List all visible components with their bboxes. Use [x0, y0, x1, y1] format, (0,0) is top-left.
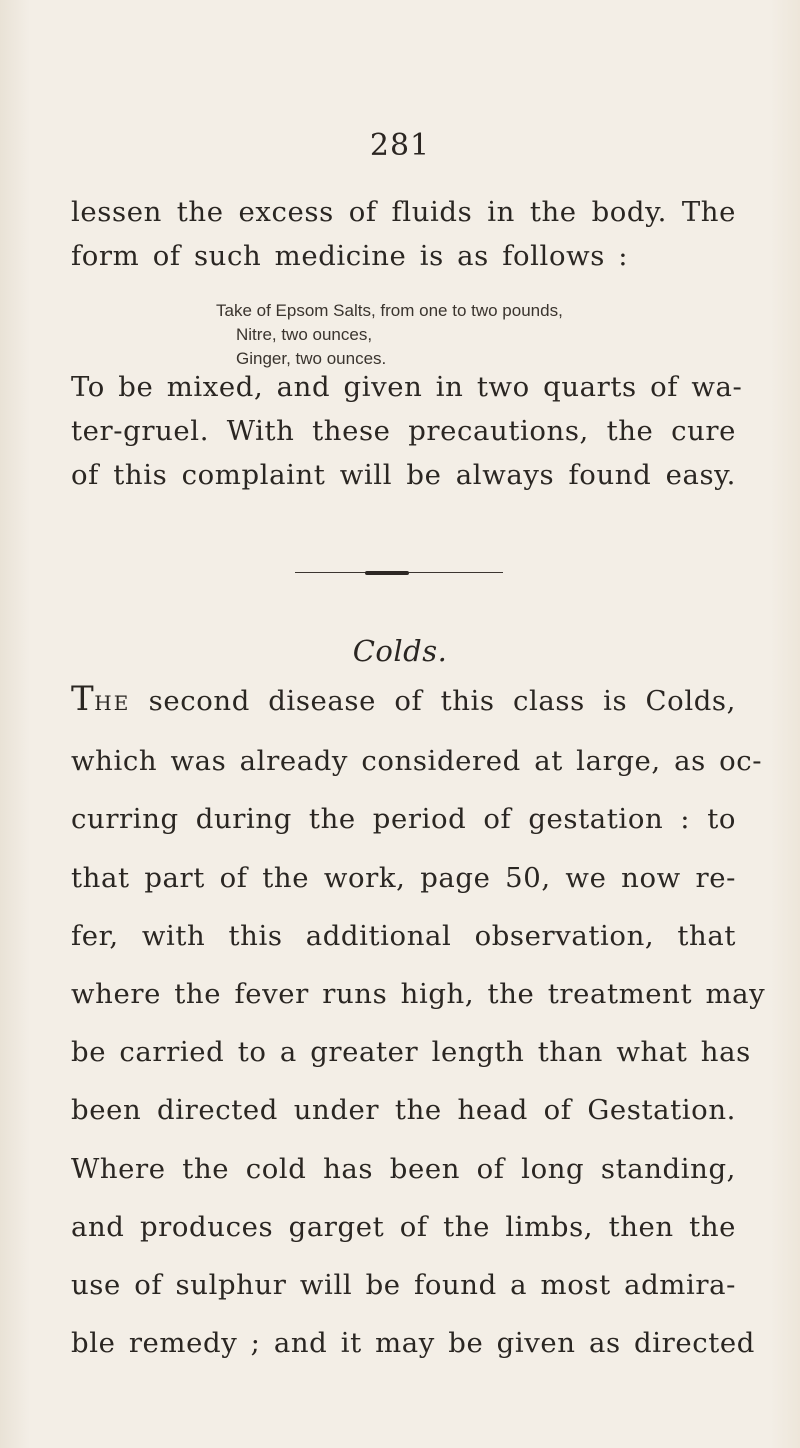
section-divider	[295, 571, 503, 575]
page-number: 281	[369, 128, 431, 163]
text-line: ter-gruel. With these precautions, the cure	[71, 415, 736, 447]
divider-ornament	[365, 571, 409, 575]
text-line: where the fever runs high, the treatment may	[71, 978, 766, 1011]
small-caps-word: HE	[94, 691, 131, 715]
intro-paragraph	[71, 190, 736, 278]
text-line: and produces garget of the limbs, then the	[71, 1210, 736, 1243]
text-line: Where the cold has been of long standing,	[71, 1152, 736, 1185]
recipe-block	[216, 299, 716, 371]
text-line: of this complaint will be always found easy.	[71, 459, 736, 491]
section-heading: Colds.	[352, 634, 448, 668]
text-line: curring during the period of gestation : to	[71, 803, 736, 836]
text-line-first	[71, 672, 736, 732]
text-line: fer, with this additional observation, that	[71, 919, 736, 952]
text-line: which was already considered at large, as oc-	[71, 745, 763, 778]
drop-cap: T	[71, 679, 95, 719]
text-line: use of sulphur will be found a most admira-	[71, 1269, 736, 1302]
colds-paragraph	[71, 672, 766, 1372]
text-line: ble remedy ; and it may be given as directed	[71, 1327, 755, 1360]
text-line: be carried to a greater length than what has	[71, 1036, 751, 1069]
instructions-paragraph	[71, 365, 743, 497]
text-line: that part of the work, page 50, we now re-	[71, 861, 736, 894]
text-line: lessen the excess of fluids in the body. The	[71, 196, 736, 228]
first-line-rest: second disease of this class is Colds,	[130, 685, 736, 717]
text-line: form of such medicine is as follows :	[71, 240, 629, 272]
recipe-line: Nitre, two ounces,	[236, 325, 373, 344]
text-line: To be mixed, and given in two quarts of wa-	[71, 371, 743, 403]
recipe-line: Take of Epsom Salts, from one to two pounds,	[216, 301, 563, 320]
text-line: been directed under the head of Gestation.	[71, 1094, 736, 1127]
recipe-line: Ginger, two ounces.	[236, 349, 387, 368]
